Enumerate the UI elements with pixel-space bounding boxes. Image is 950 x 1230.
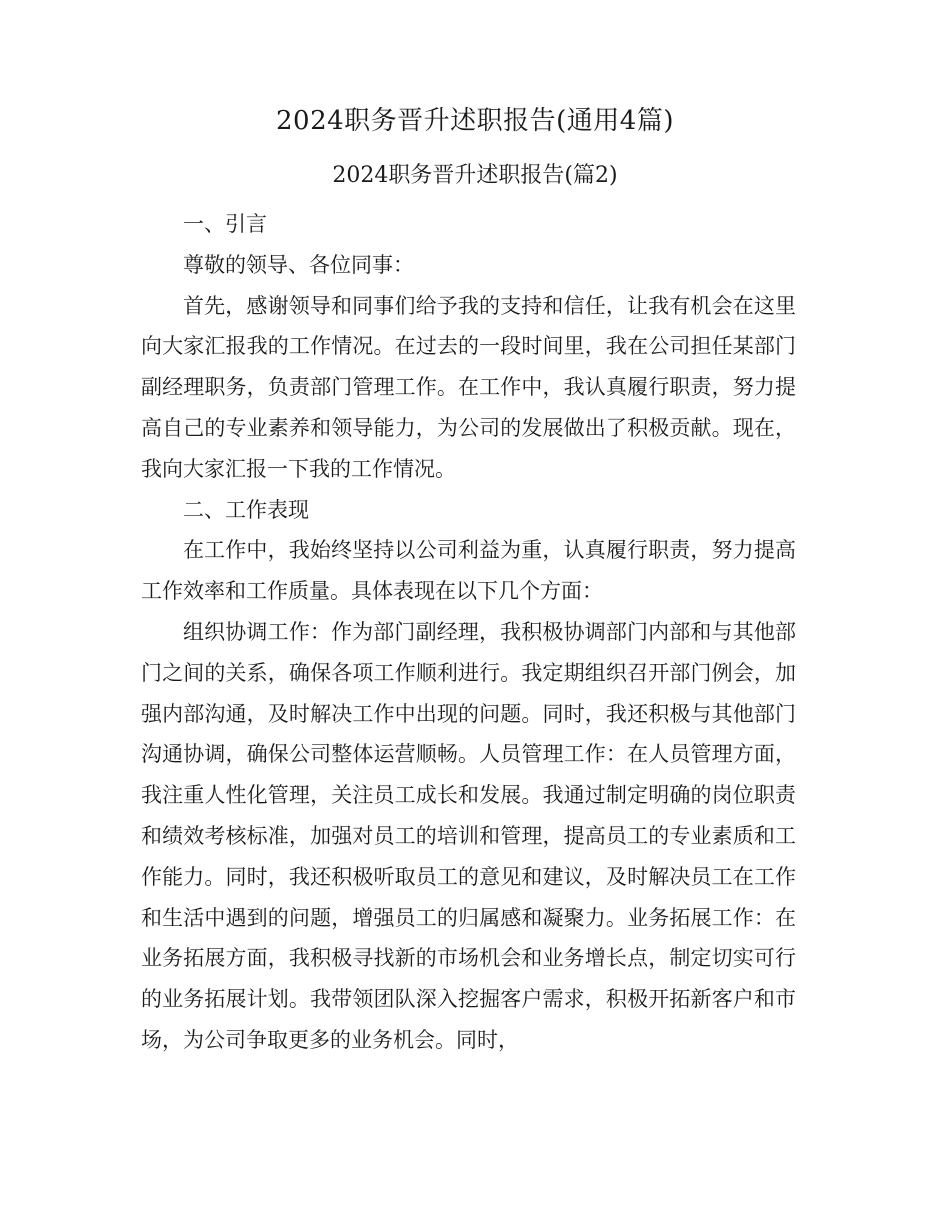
document-body	[141, 204, 796, 1061]
document-subtitle: 2024职务晋升述职报告(篇2)	[332, 163, 618, 188]
document-title: 2024职务晋升述职报告(通用4篇)	[276, 106, 674, 136]
body-paragraph: 组织协调工作：作为部门副经理，我积极协调部门内部和与其他部门之间的关系，确保各项工作顺利进行。我定期组织召开部门例会，加强内部沟通，及时解决工作中出现的问题。同时，我还积极与其他部门沟通协调，确保公司整体运营顺畅。人员管理工作：在人员管理方面，我注重人性化管理，关注员工成长和发展。我通过制定明确的岗位职责和绩效考核标准，加强对员工的培训和管理，提高员工的专业素质和工作能力。同时，我还积极听取员工的意见和建议，及时解决员工在工作和生活中遇到的问题，增强员工的归属感和凝聚力。业务拓展工作：在业务拓展方面，我积极寻找新的市场机会和业务增长点，制定切实可行的业务拓展计划。我带领团队深入挖掘客户需求，积极开拓新客户和市场，为公司争取更多的业务机会。同时，	[141, 619, 796, 1052]
section-heading-performance: 二、工作表现	[183, 497, 309, 522]
body-paragraph: 在工作中，我始终坚持以公司利益为重，认真履行职责，努力提高工作效率和工作质量。具体表现在以下几个方面：	[141, 538, 796, 604]
section-heading-introduction: 一、引言	[183, 212, 267, 236]
body-paragraph: 首先，感谢领导和同事们给予我的支持和信任，让我有机会在这里向大家汇报我的工作情况。在过去的一段时间里，我在公司担任某部门副经理职务，负责部门管理工作。在工作中，我认真履行职责，努力提高自己的专业素养和领导能力，为公司的发展做出了积极贡献。现在，我向大家汇报一下我的工作情况。	[141, 293, 796, 481]
salutation-paragraph: 尊敬的领导、各位同事：	[183, 252, 414, 277]
